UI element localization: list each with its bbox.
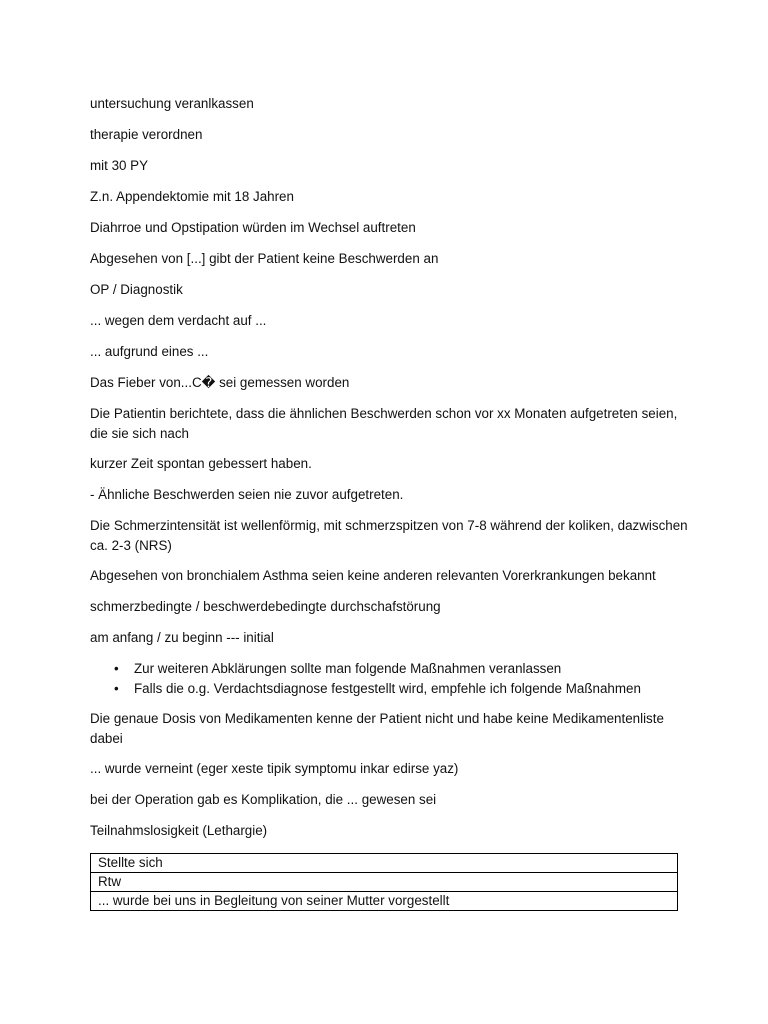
table-row xyxy=(91,892,678,911)
paragraph: schmerzbedingte / beschwerdebedingte durchschafstörung xyxy=(90,599,441,614)
paragraph: Abgesehen von bronchialem Asthma seien keine anderen relevanten Vorerkrankungen bekannt xyxy=(90,568,656,583)
paragraph: bei der Operation gab es Komplikation, die ... gewesen sei xyxy=(90,792,437,807)
paragraph: Das Fieber von...C� sei gemessen worden xyxy=(90,375,350,390)
paragraph: therapie verordnen xyxy=(90,127,203,142)
bullet-list xyxy=(90,659,690,699)
paragraph: Z.n. Appendektomie mit 18 Jahren xyxy=(90,189,294,204)
list-item-text: Falls die o.g. Verdachtsdiagnose festgestellt wird, empfehle ich folgende Maßnahmen xyxy=(134,681,641,696)
paragraph: ... aufgrund eines ... xyxy=(90,344,209,359)
table-cell: ... wurde bei uns in Begleitung von seiner Mutter vorgestellt xyxy=(91,892,678,911)
table-row xyxy=(91,854,678,873)
paragraph: Diahrroe und Opstipation würden im Wechsel auftreten xyxy=(90,220,416,235)
paragraph: Die Schmerzintensität ist wellenförmig, mit schmerzspitzen von 7-8 während der koliken, dazwischen ca. 2-3 (NRS) xyxy=(90,518,688,553)
phrase-table xyxy=(90,853,678,911)
paragraph: ... wurde verneint (eger xeste tipik symptomu inkar edirse yaz) xyxy=(90,761,459,776)
list-item xyxy=(114,659,690,679)
paragraph: Die Patientin berichtete, dass die ähnlichen Beschwerden schon vor xx Monaten aufgetreten seien, die sie sich nach xyxy=(90,406,678,441)
paragraph: kurzer Zeit spontan gebessert haben. xyxy=(90,456,312,471)
paragraph: OP / Diagnostik xyxy=(90,282,183,297)
paragraph: Teilnahmslosigkeit (Lethargie) xyxy=(90,823,268,838)
table-row xyxy=(91,873,678,892)
bullet-icon: • xyxy=(114,661,119,676)
bullet-icon: • xyxy=(114,681,119,696)
paragraph: untersuchung veranlkassen xyxy=(90,96,254,111)
paragraph: ... wegen dem verdacht auf ... xyxy=(90,313,267,328)
table-cell: Rtw xyxy=(91,873,678,892)
paragraph: - Ähnliche Beschwerden seien nie zuvor aufgetreten. xyxy=(90,487,404,502)
document-page xyxy=(90,94,690,911)
paragraph: mit 30 PY xyxy=(90,158,149,173)
list-item-text: Zur weiteren Abklärungen sollte man folgende Maßnahmen veranlassen xyxy=(134,661,562,676)
paragraph: Abgesehen von [...] gibt der Patient keine Beschwerden an xyxy=(90,251,439,266)
paragraph: Die genaue Dosis von Medikamenten kenne der Patient nicht und habe keine Medikamentenliste dabei xyxy=(90,711,664,746)
list-item xyxy=(114,679,690,699)
table-cell: Stellte sich xyxy=(91,854,678,873)
paragraph: am anfang / zu beginn --- initial xyxy=(90,630,274,645)
